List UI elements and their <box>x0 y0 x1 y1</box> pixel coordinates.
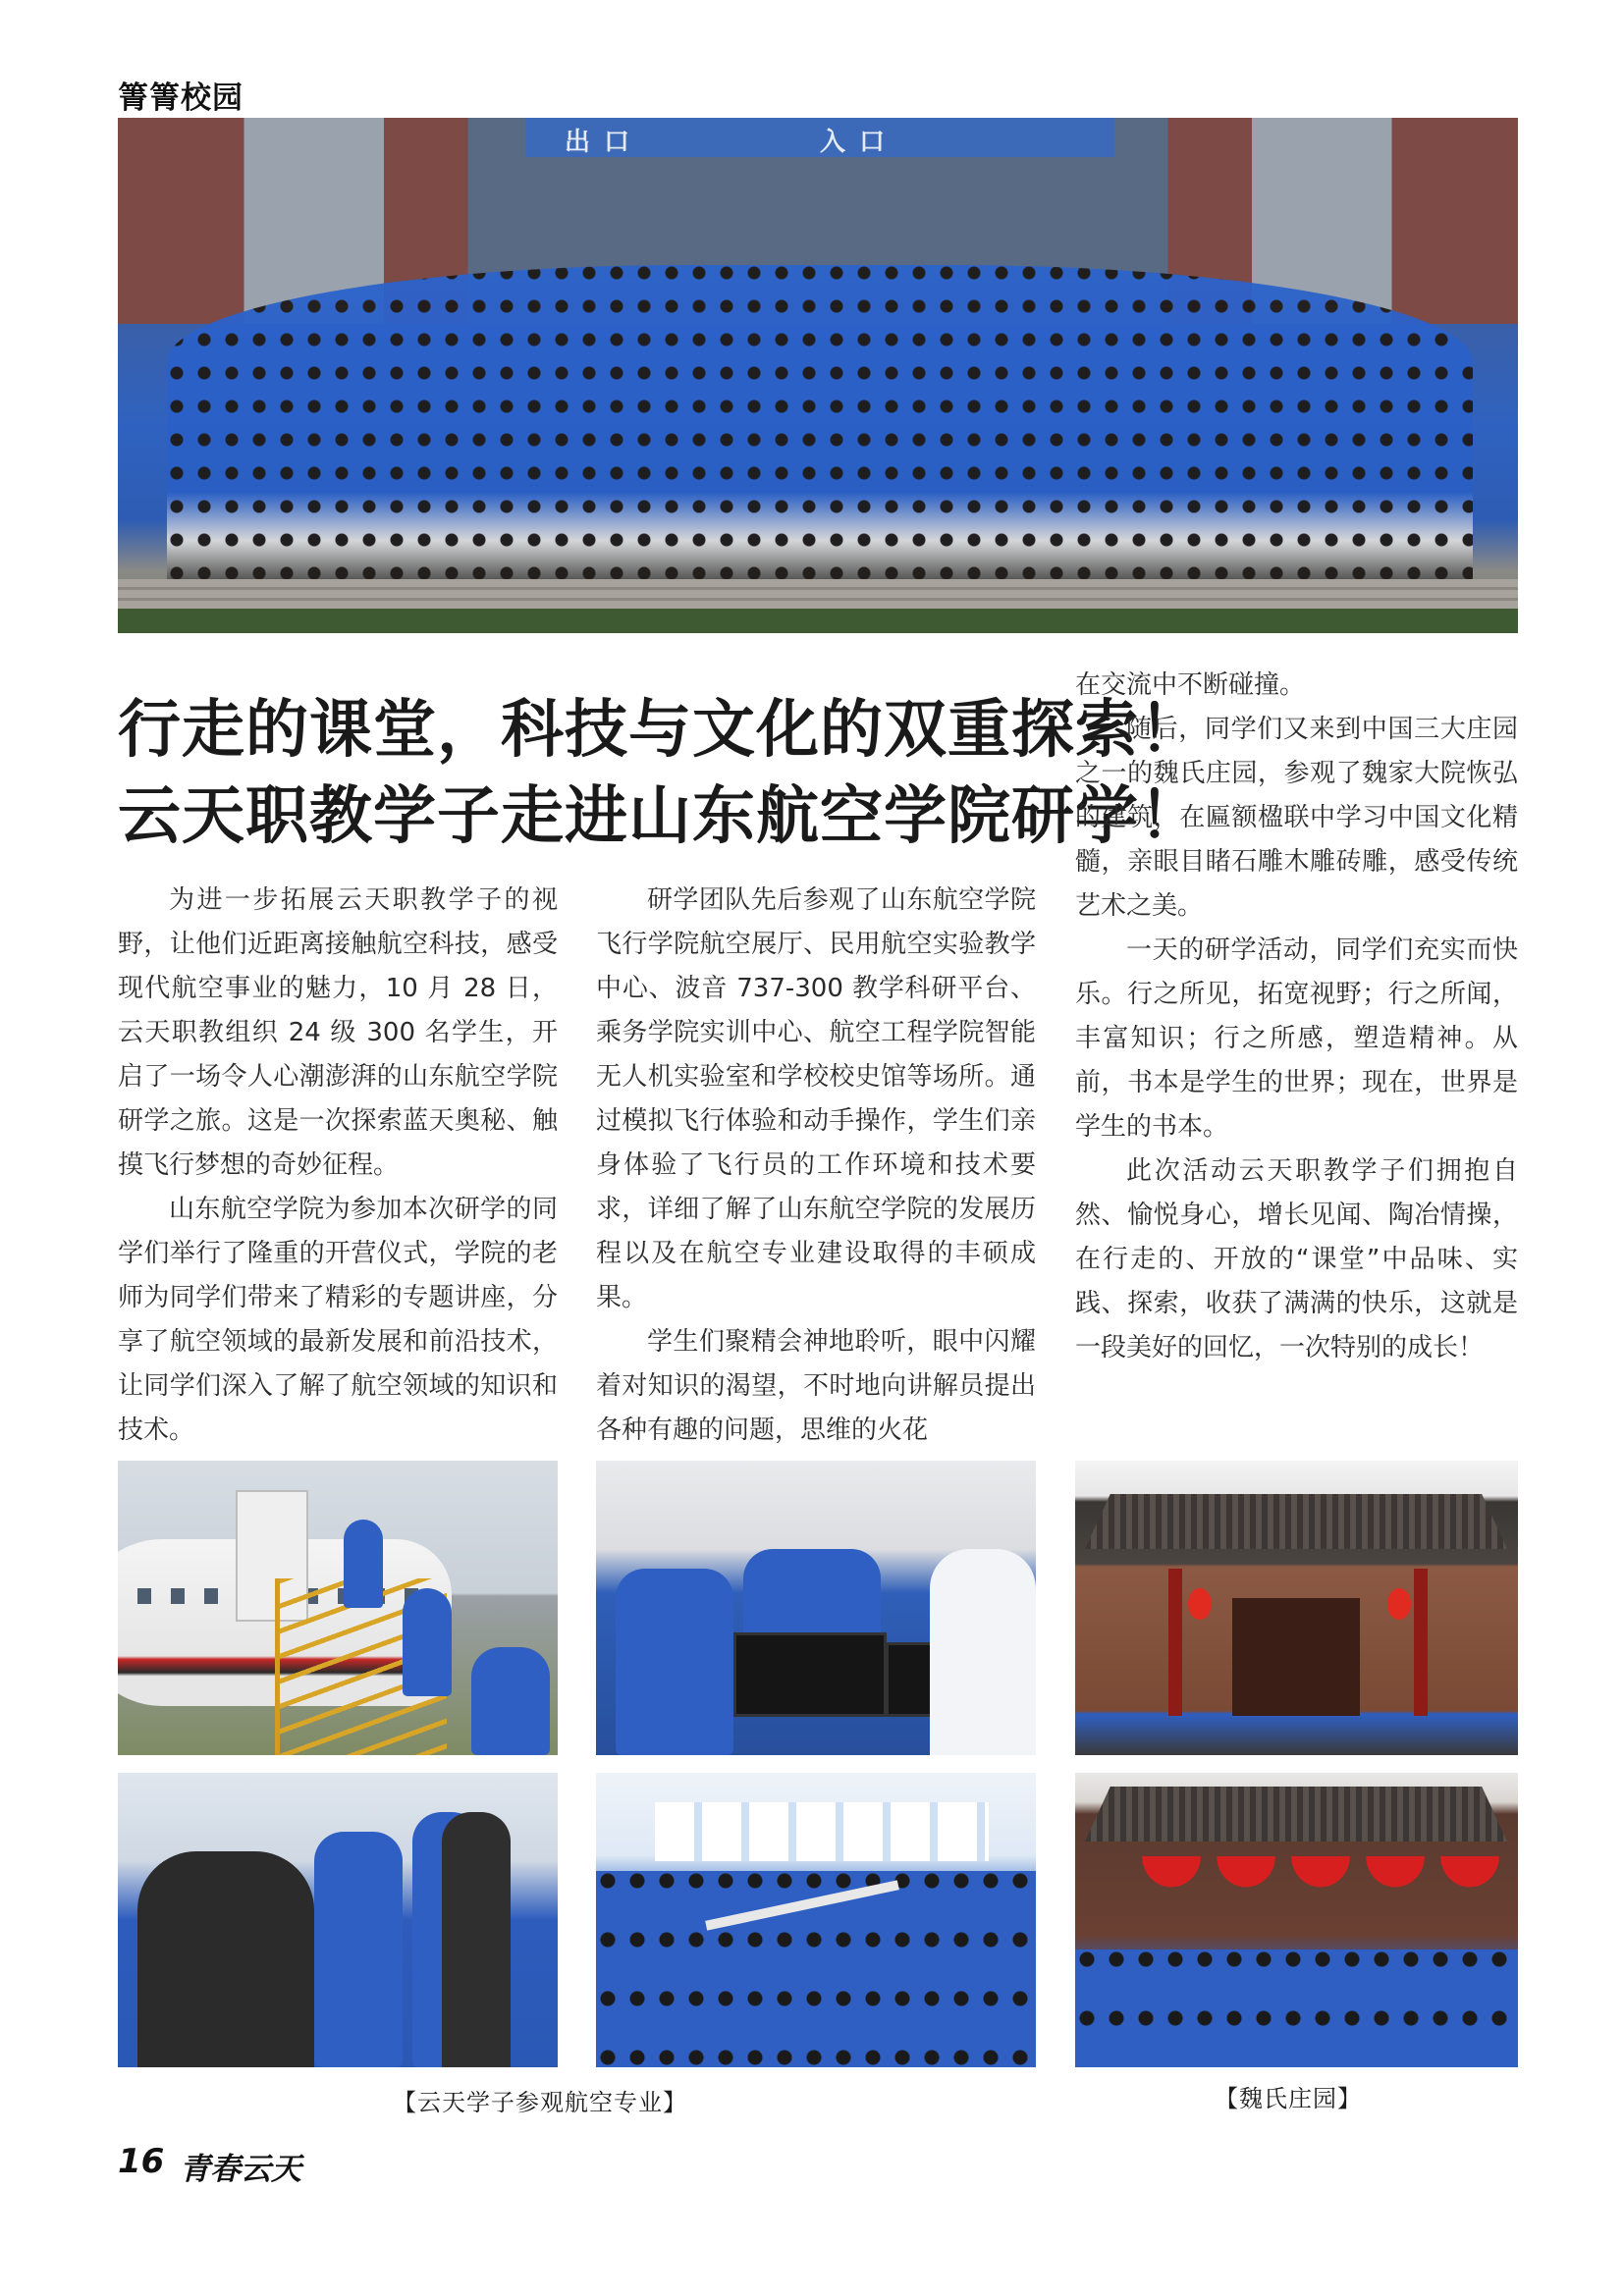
entrance-sign-band <box>525 118 1114 157</box>
paragraph: 一天的研学活动，同学们充实而快乐。行之所见，拓宽视野；行之所闻，丰富知识；行之所感，塑造精神。从前，书本是学生的世界；现在，世界是学生的书本。 <box>1075 935 1518 1142</box>
paragraph: 此次活动云天职教学子们拥抱自然、愉悦身心，增长见闻、陶冶情操，在行走的、开放的“课堂”中品味、实践、探索，收获了满满的快乐，这就是一段美好的回忆，一次特别的成长！ <box>1075 1156 1518 1362</box>
headline-line-2: 云天职教学子走进山东航空学院研学！ <box>118 780 1203 853</box>
paragraph: 研学团队先后参观了山东航空学院飞行学院航空展厅、民用航空实验教学中心、波音 737-300 教学科研平台、乘务学院实训中心、航空工程学院智能无人机实验室和学校校史馆等场所。通过模拟飞行体验和动手操作，学生们亲身体验了飞行员的工作环境和技术要求，详细了解了山东航空学院的发展历程以及在航空专业建设取得的丰硕成果。 <box>596 885 1036 1312</box>
student <box>344 1520 383 1608</box>
student <box>314 1832 403 2067</box>
student <box>930 1549 1036 1755</box>
student <box>442 1812 511 2067</box>
student-crowd <box>167 265 1473 589</box>
student <box>403 1588 452 1696</box>
paragraph: 随后，同学们又来到中国三大庄园之一的魏氏庄园，参观了魏家大院恢弘的建筑，在匾额楹联中学习中国文化精髓，亲眼目睹石雕木雕砖雕，感受传统艺术之美。 <box>1075 715 1518 921</box>
paragraph: 为进一步拓展云天职教学子的视野，让他们近距离接触航空科技，感受现代航空事业的魅力，10 月 28 日，云天职教组织 24 级 300 名学生，开启了一场令人心潮澎湃的山东航空学院研学之旅。这是一次探索蓝天奥秘、触摸飞行梦想的奇妙征程。 <box>118 885 558 1180</box>
instructor <box>137 1851 314 2067</box>
photo-aircraft-boarding <box>118 1461 558 1755</box>
article-column-2 <box>596 879 1036 1453</box>
gate-roof <box>1085 1480 1507 1549</box>
group-photo <box>118 118 1518 633</box>
page-number: 16 <box>118 2142 165 2181</box>
student-crowd <box>1075 1949 1518 2067</box>
exhibit-panels <box>655 1802 989 1861</box>
hall-roof <box>1085 1773 1507 1842</box>
student <box>616 1569 733 1755</box>
paragraph: 山东航空学院为参加本次研学的同学们举行了隆重的开营仪式，学院的老师为同学们带来了精彩的专题讲座，分享了航空领域的最新发展和前沿技术，让同学们深入了解了航空领域的知识和技术。 <box>118 1195 558 1445</box>
photo-flight-simulator <box>596 1461 1036 1755</box>
gate-pillar <box>1414 1569 1428 1716</box>
student <box>471 1647 550 1755</box>
photo-manor-hall <box>1075 1773 1518 2067</box>
caption-manor: 【魏氏庄园】 <box>1215 2085 1362 2112</box>
simulator-monitor <box>733 1632 887 1717</box>
entrance-sign: 入口 <box>820 128 899 157</box>
headline-line-1: 行走的课堂，科技与文化的双重探索！ <box>118 694 1203 767</box>
photo-manor-gate <box>1075 1461 1518 1755</box>
red-drapes <box>1134 1856 1507 1896</box>
photo-exhibition-hall <box>596 1773 1036 2067</box>
paragraph-continuation: 在交流中不断碰撞。 <box>1075 670 1306 700</box>
article-headline <box>118 687 1203 860</box>
photo-instructor-demo <box>118 1773 558 2067</box>
exit-sign: 出口 <box>565 128 644 157</box>
red-lantern <box>1387 1588 1411 1620</box>
caption-aviation: 【云天学子参观航空专业】 <box>393 2089 687 2116</box>
article-column-3 <box>1075 664 1518 1370</box>
shrubs <box>118 609 1518 633</box>
section-label: 箐箐校园 <box>118 80 244 116</box>
article-column-1 <box>118 879 558 1453</box>
magazine-title: 青春云天 <box>180 2152 301 2187</box>
gate-pillar <box>1168 1569 1182 1716</box>
red-lantern <box>1188 1588 1212 1620</box>
paragraph: 学生们聚精会神地聆听，眼中闪耀着对知识的渴望，不时地向讲解员提出各种有趣的问题，思维的火花 <box>596 1327 1036 1445</box>
gate-doorway <box>1232 1598 1360 1716</box>
